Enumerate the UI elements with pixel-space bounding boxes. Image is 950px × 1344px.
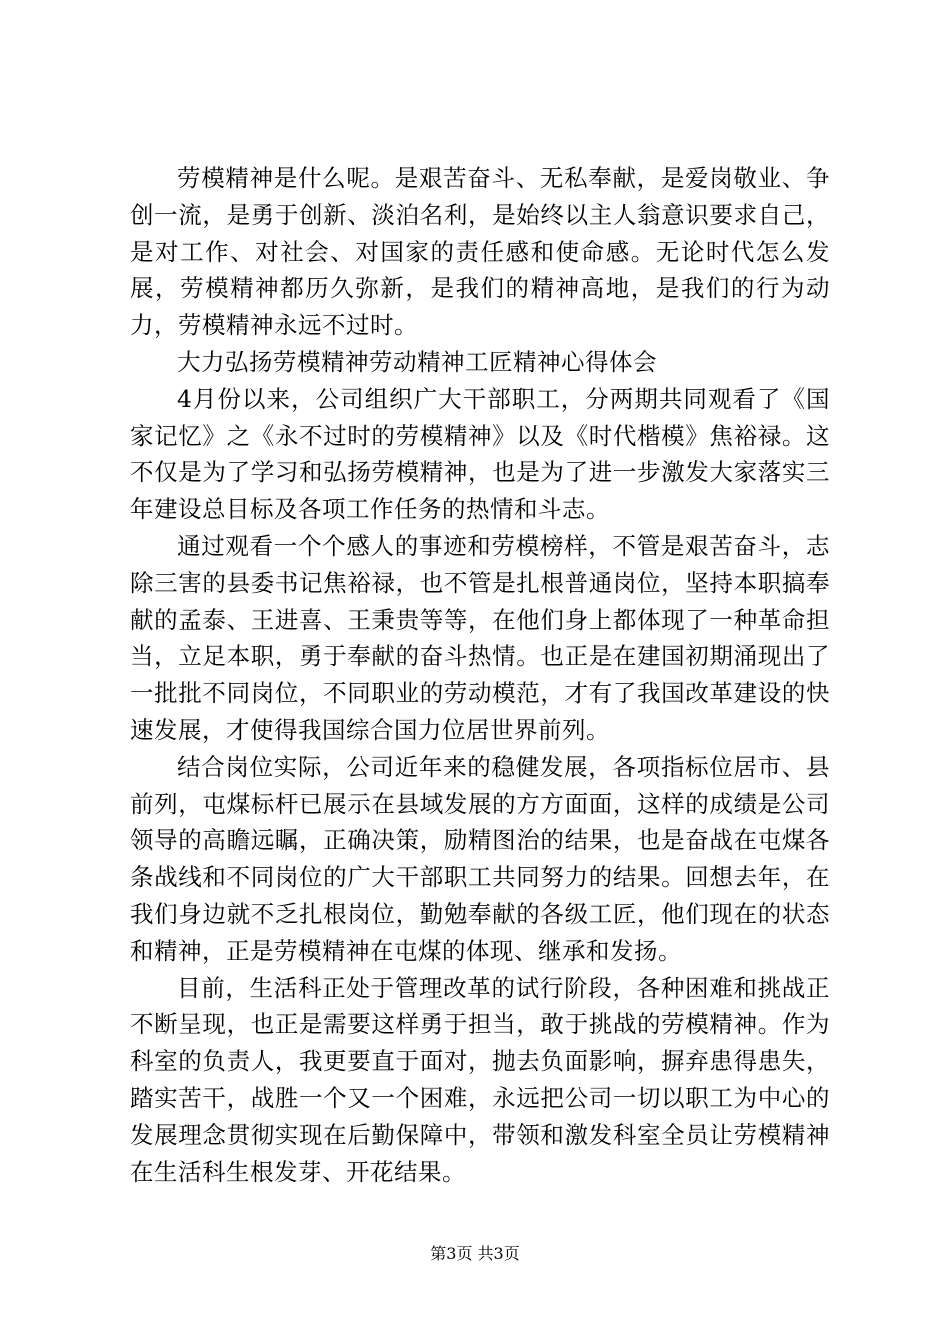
paragraph-viewing: 4月份以来，公司组织广大干部职工，分两期共同观看了《国家记忆》之《永不过时的劳模精神》以及《时代楷模》焦裕禄。这不仅是为了学习和弘扬劳模精神，也是为了进一步激发大家落实三年建设总目标及各项工作任务的热情和斗志。 xyxy=(130,384,830,524)
paragraph-heading: 大力弘扬劳模精神劳动精神工匠精神心得体会 xyxy=(177,347,657,376)
paragraph-spirit-definition: 劳模精神是什么呢。是艰苦奋斗、无私奉献，是爱岗敬业、争创一流，是勇于创新、淡泊名利，是始终以主人翁意识要求自己，是对工作、对社会、对国家的责任感和使命感。无论时代怎么发展，劳模精神都历久弥新，是我们的精神高地，是我们的行为动力，劳模精神永远不过时。 xyxy=(130,164,830,340)
paragraph-company-development: 结合岗位实际，公司近年来的稳健发展，各项指标位居市、县前列，屯煤标杆已展示在县域发展的方方面面，这样的成绩是公司领导的高瞻远瞩，正确决策，励精图治的结果，也是奋战在屯煤各条战线和不同岗位的广大干部职工共同努力的结果。回想去年，在我们身边就不乏扎根岗位，勤勉奉献的各级工匠，他们现在的状态和精神，正是劳模精神在屯煤的体现、继承和发扬。 xyxy=(130,752,830,965)
page-number-footer: 第3页 共3页 xyxy=(430,1244,520,1263)
document-body xyxy=(130,160,830,1190)
paragraph-current-work: 目前，生活科正处于管理改革的试行阶段，各种困难和挑战正不断呈现，也正是需要这样勇于担当，敢于挑战的劳模精神。作为科室的负责人，我更要直于面对，抛去负面影响，摒弃患得患失，踏实苦干，战胜一个又一个困难，永远把公司一切以职工为中心的发展理念贯彻实现在后勤保障中，带领和激发科室全员让劳模精神在生活科生根发芽、开花结果。 xyxy=(130,973,830,1186)
paragraph-role-models: 通过观看一个个感人的事迹和劳模榜样，不管是艰苦奋斗，志除三害的县委书记焦裕禄，也不管是扎根普通岗位，坚持本职搞奉献的孟泰、王进喜、王秉贵等等，在他们身上都体现了一种革命担当，立足本职，勇于奉献的奋斗热情。也正是在建国初期涌现出了一批批不同岗位，不同职业的劳动模范，才有了我国改革建设的快速发展，才使得我国综合国力位居世界前列。 xyxy=(130,531,830,744)
